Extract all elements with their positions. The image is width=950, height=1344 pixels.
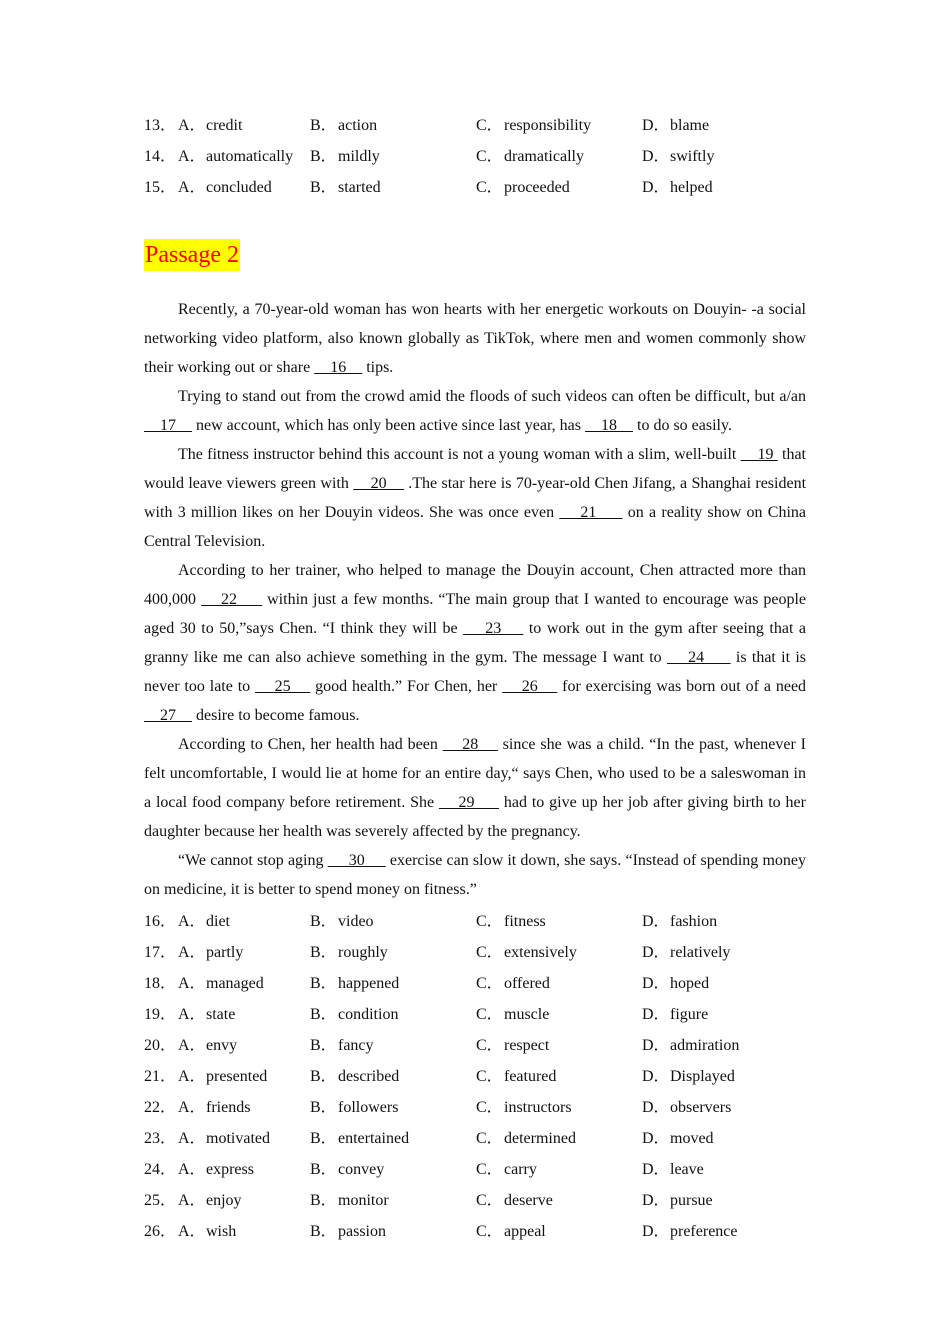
option-letter: B． <box>310 1223 337 1240</box>
question-number: 18． <box>144 975 177 992</box>
option-letter: A． <box>178 1037 206 1054</box>
passage-text: since she was a child. “In the past, whenever I felt uncomfortable, I would lie at home for an entire day,“ says Chen, who used to be a saleswoman in a local food company before retirement. She <box>144 736 806 811</box>
option-letter: D． <box>642 975 670 992</box>
option-a <box>178 999 310 1030</box>
option-b <box>310 1123 476 1154</box>
option-letter: C． <box>476 148 503 165</box>
passage-text: According to her trainer, who helped to manage the Douyin account, Chen attracted more than 400,000 <box>144 562 806 608</box>
option-letter: B． <box>310 179 337 196</box>
option-b <box>310 1092 476 1123</box>
option-text: mildly <box>338 148 380 165</box>
option-text: followers <box>338 1099 399 1116</box>
option-letter: D． <box>642 179 670 196</box>
option-letter: A． <box>178 975 206 992</box>
option-text: presented <box>206 1068 268 1085</box>
option-b <box>310 906 476 937</box>
option-letter: A． <box>178 1068 206 1085</box>
option-text: relatively <box>670 944 731 961</box>
option-letter: C． <box>476 944 503 961</box>
option-c <box>476 937 642 968</box>
option-letter: D． <box>642 1068 670 1085</box>
passage-paragraph <box>144 382 806 440</box>
option-letter: C． <box>476 1099 503 1116</box>
option-b <box>310 1061 476 1092</box>
option-a <box>178 1185 310 1216</box>
option-text: fashion <box>670 913 718 930</box>
option-text: proceeded <box>504 179 570 196</box>
blank-number: 16 <box>314 359 363 376</box>
option-d <box>642 1092 802 1123</box>
option-c <box>476 906 642 937</box>
blank-number: 28 <box>442 736 498 753</box>
option-text: diet <box>206 913 230 930</box>
option-letter: C． <box>476 1161 503 1178</box>
option-d <box>642 968 802 999</box>
option-text: convey <box>338 1161 385 1178</box>
question-number: 15． <box>144 179 177 196</box>
option-letter: D． <box>642 1006 670 1023</box>
option-a <box>178 172 310 203</box>
passage-text: tips. <box>362 359 394 376</box>
option-letter: B． <box>310 975 337 992</box>
option-letter: B． <box>310 1130 337 1147</box>
options-block-16-26 <box>144 906 806 1247</box>
option-text: managed <box>206 975 264 992</box>
question-option-row <box>144 1123 806 1154</box>
option-text: offered <box>504 975 550 992</box>
option-letter: D． <box>642 944 670 961</box>
option-text: leave <box>670 1161 704 1178</box>
option-text: hoped <box>670 975 710 992</box>
option-text: preference <box>670 1223 738 1240</box>
option-b <box>310 968 476 999</box>
question-number: 24． <box>144 1161 177 1178</box>
option-text: automatically <box>206 148 294 165</box>
option-b <box>310 172 476 203</box>
option-text: condition <box>338 1006 399 1023</box>
question-number: 19． <box>144 1006 177 1023</box>
question-option-row <box>144 1061 806 1092</box>
option-b <box>310 1154 476 1185</box>
option-text: instructors <box>504 1099 572 1116</box>
passage-text: “We cannot stop aging <box>178 852 328 869</box>
option-c <box>476 1123 642 1154</box>
passage-heading: Passage 2 <box>144 239 240 271</box>
option-d <box>642 999 802 1030</box>
passage-paragraph <box>144 730 806 846</box>
question-option-row <box>144 1030 806 1061</box>
question-option-row <box>144 968 806 999</box>
option-letter: D． <box>642 1192 670 1209</box>
option-text: partly <box>206 944 244 961</box>
option-d <box>642 1123 802 1154</box>
question-option-row <box>144 172 806 203</box>
passage-text: According to Chen, her health had been <box>178 736 443 753</box>
option-letter: A． <box>178 1006 206 1023</box>
option-text: dramatically <box>504 148 584 165</box>
passage-text: desire to become famous. <box>192 707 360 724</box>
option-text: roughly <box>338 944 388 961</box>
option-letter: D． <box>642 913 670 930</box>
option-letter: B． <box>310 1037 337 1054</box>
option-letter: C． <box>476 1006 503 1023</box>
blank-number: 18 <box>585 417 633 434</box>
passage-body <box>144 295 806 904</box>
option-text: action <box>338 117 378 134</box>
question-number: 16． <box>144 913 177 930</box>
question-number: 26． <box>144 1223 177 1240</box>
option-letter: D． <box>642 1037 670 1054</box>
question-number: 20． <box>144 1037 177 1054</box>
option-c <box>476 141 642 172</box>
option-text: responsibility <box>504 117 592 134</box>
option-c <box>476 1154 642 1185</box>
option-a <box>178 1030 310 1061</box>
option-text: credit <box>206 117 243 134</box>
option-letter: A． <box>178 1161 206 1178</box>
option-text: featured <box>504 1068 557 1085</box>
option-c <box>476 172 642 203</box>
option-c <box>476 1216 642 1247</box>
option-text: Displayed <box>670 1068 735 1085</box>
option-text: carry <box>504 1161 537 1178</box>
option-text: friends <box>206 1099 251 1116</box>
question-option-row <box>144 141 806 172</box>
passage-paragraph <box>144 440 806 556</box>
question-number: 22． <box>144 1099 177 1116</box>
option-d <box>642 172 802 203</box>
option-text: helped <box>670 179 713 196</box>
option-letter: C． <box>476 1037 503 1054</box>
option-letter: D． <box>642 1161 670 1178</box>
passage-text: The fitness instructor behind this account is not a young woman with a slim, well-built <box>178 446 741 463</box>
option-text: concluded <box>206 179 272 196</box>
option-text: deserve <box>504 1192 553 1209</box>
question-option-row <box>144 1092 806 1123</box>
option-text: blame <box>670 117 710 134</box>
option-a <box>178 1154 310 1185</box>
option-d <box>642 1185 802 1216</box>
option-a <box>178 1061 310 1092</box>
option-d <box>642 937 802 968</box>
option-b <box>310 1185 476 1216</box>
passage-text: new account, which has only been active since last year, has <box>192 417 585 434</box>
option-letter: B． <box>310 148 337 165</box>
option-text: admiration <box>670 1037 740 1054</box>
passage-text: that would leave viewers green with <box>144 446 806 492</box>
option-letter: D． <box>642 1099 670 1116</box>
option-letter: B． <box>310 1161 337 1178</box>
option-text: figure <box>670 1006 709 1023</box>
option-letter: A． <box>178 117 206 134</box>
option-d <box>642 1154 802 1185</box>
blank-number: 21 <box>559 504 623 521</box>
option-letter: B． <box>310 1099 337 1116</box>
option-letter: D． <box>642 1130 670 1147</box>
option-c <box>476 1061 642 1092</box>
option-b <box>310 141 476 172</box>
passage-text: within just a few months. “The main group that I wanted to encourage was people aged 30 to 50,”says Chen. “I think they will be <box>144 591 807 637</box>
question-option-row <box>144 937 806 968</box>
option-letter: A． <box>178 148 206 165</box>
option-text: described <box>338 1068 400 1085</box>
passage-text: exercise can slow it down, she says. “Instead of spending money on medicine, it is better to spend money on fitness.” <box>144 852 807 898</box>
option-text: observers <box>670 1099 732 1116</box>
passage-text: for exercising was born out of a need <box>557 678 807 695</box>
question-number: 13． <box>144 117 177 134</box>
option-letter: A． <box>178 1192 206 1209</box>
question-option-row <box>144 1154 806 1185</box>
option-letter: D． <box>642 148 670 165</box>
question-option-row <box>144 1216 806 1247</box>
option-b <box>310 110 476 141</box>
question-number: 14． <box>144 148 177 165</box>
passage-text: Recently, a 70-year-old woman has won hearts with her energetic workouts on Douyin- -a social networking video platform, also known globally as TikTok, where men and women commonly show their working out or share <box>144 301 806 376</box>
passage-text: to do so easily. <box>633 417 732 434</box>
option-letter: B． <box>310 1006 337 1023</box>
passage-heading-wrap <box>144 239 806 279</box>
option-text: swiftly <box>670 148 715 165</box>
option-letter: C． <box>476 1192 503 1209</box>
option-text: passion <box>338 1223 386 1240</box>
worksheet-page <box>144 110 806 1247</box>
option-c <box>476 999 642 1030</box>
passage-paragraph <box>144 556 806 730</box>
option-b <box>310 1216 476 1247</box>
option-d <box>642 110 802 141</box>
option-letter: C． <box>476 117 503 134</box>
option-a <box>178 110 310 141</box>
option-letter: A． <box>178 1223 206 1240</box>
passage-text: to work out in the gym after seeing that a granny like me can also achieve something in the gym. The message I want to <box>144 620 807 666</box>
question-number: 23． <box>144 1130 177 1147</box>
option-text: happened <box>338 975 400 992</box>
option-text: state <box>206 1006 236 1023</box>
option-text: fancy <box>338 1037 374 1054</box>
blank-number: 22 <box>201 591 263 608</box>
option-a <box>178 1216 310 1247</box>
passage-text: had to give up her job after giving birth to her daughter because her health was severely affected by the pregnancy. <box>144 794 806 840</box>
option-letter: B． <box>310 1192 337 1209</box>
option-text: fitness <box>504 913 546 930</box>
option-text: determined <box>504 1130 576 1147</box>
option-a <box>178 968 310 999</box>
passage-paragraph <box>144 295 806 382</box>
option-letter: B． <box>310 1068 337 1085</box>
question-option-row <box>144 906 806 937</box>
question-number: 25． <box>144 1192 177 1209</box>
option-text: video <box>338 913 374 930</box>
option-a <box>178 1092 310 1123</box>
passage-paragraph <box>144 846 806 904</box>
passage-text: Trying to stand out from the crowd amid the floods of such videos can often be difficult, but a/an <box>178 388 806 405</box>
blank-number: 30 <box>327 852 386 869</box>
option-c <box>476 1092 642 1123</box>
option-a <box>178 141 310 172</box>
option-letter: A． <box>178 179 206 196</box>
option-letter: A． <box>178 1130 206 1147</box>
option-text: appeal <box>504 1223 546 1240</box>
option-d <box>642 1216 802 1247</box>
option-a <box>178 1123 310 1154</box>
option-text: moved <box>670 1130 714 1147</box>
blank-number: 20 <box>353 475 404 492</box>
option-d <box>642 1061 802 1092</box>
blank-number: 25 <box>255 678 311 695</box>
question-option-row <box>144 999 806 1030</box>
option-b <box>310 1030 476 1061</box>
option-letter: D． <box>642 117 670 134</box>
options-block-13-15 <box>144 110 806 203</box>
option-text: wish <box>206 1223 237 1240</box>
option-letter: A． <box>178 1099 206 1116</box>
passage-text: good health.” For Chen, her <box>310 678 503 695</box>
passage-text: on a reality show on China Central Television. <box>144 504 807 550</box>
option-d <box>642 906 802 937</box>
option-letter: C． <box>476 1130 503 1147</box>
option-text: enjoy <box>206 1192 242 1209</box>
option-c <box>476 1030 642 1061</box>
option-d <box>642 1030 802 1061</box>
blank-number: 19 <box>740 446 778 463</box>
option-letter: C． <box>476 179 503 196</box>
option-text: started <box>338 179 381 196</box>
question-option-row <box>144 1185 806 1216</box>
blank-number: 26 <box>502 678 558 695</box>
option-b <box>310 999 476 1030</box>
option-c <box>476 968 642 999</box>
option-letter: C． <box>476 1068 503 1085</box>
option-text: express <box>206 1161 254 1178</box>
option-text: respect <box>504 1037 550 1054</box>
option-d <box>642 141 802 172</box>
option-c <box>476 1185 642 1216</box>
option-text: muscle <box>504 1006 550 1023</box>
option-text: extensively <box>504 944 577 961</box>
passage-text: is that it is never too late to <box>144 649 807 695</box>
blank-number: 29 <box>438 794 499 811</box>
blank-number: 17 <box>144 417 192 434</box>
option-letter: D． <box>642 1223 670 1240</box>
blank-number: 24 <box>666 649 731 666</box>
blank-number: 27 <box>144 707 192 724</box>
option-a <box>178 937 310 968</box>
option-letter: C． <box>476 913 503 930</box>
question-number: 17． <box>144 944 177 961</box>
option-letter: B． <box>310 944 337 961</box>
option-letter: B． <box>310 117 337 134</box>
option-c <box>476 110 642 141</box>
option-b <box>310 937 476 968</box>
blank-number: 23 <box>463 620 524 637</box>
option-letter: C． <box>476 1223 503 1240</box>
question-option-row <box>144 110 806 141</box>
question-number: 21． <box>144 1068 177 1085</box>
option-letter: A． <box>178 913 206 930</box>
option-text: envy <box>206 1037 238 1054</box>
option-text: monitor <box>338 1192 389 1209</box>
option-letter: A． <box>178 944 206 961</box>
option-letter: C． <box>476 975 503 992</box>
passage-text: .The star here is 70-year-old Chen Jifang, a Shanghai resident with 3 million likes on her Douyin videos. She was once even <box>144 475 807 521</box>
option-text: pursue <box>670 1192 713 1209</box>
option-letter: B． <box>310 913 337 930</box>
option-a <box>178 906 310 937</box>
option-text: entertained <box>338 1130 410 1147</box>
option-text: motivated <box>206 1130 270 1147</box>
